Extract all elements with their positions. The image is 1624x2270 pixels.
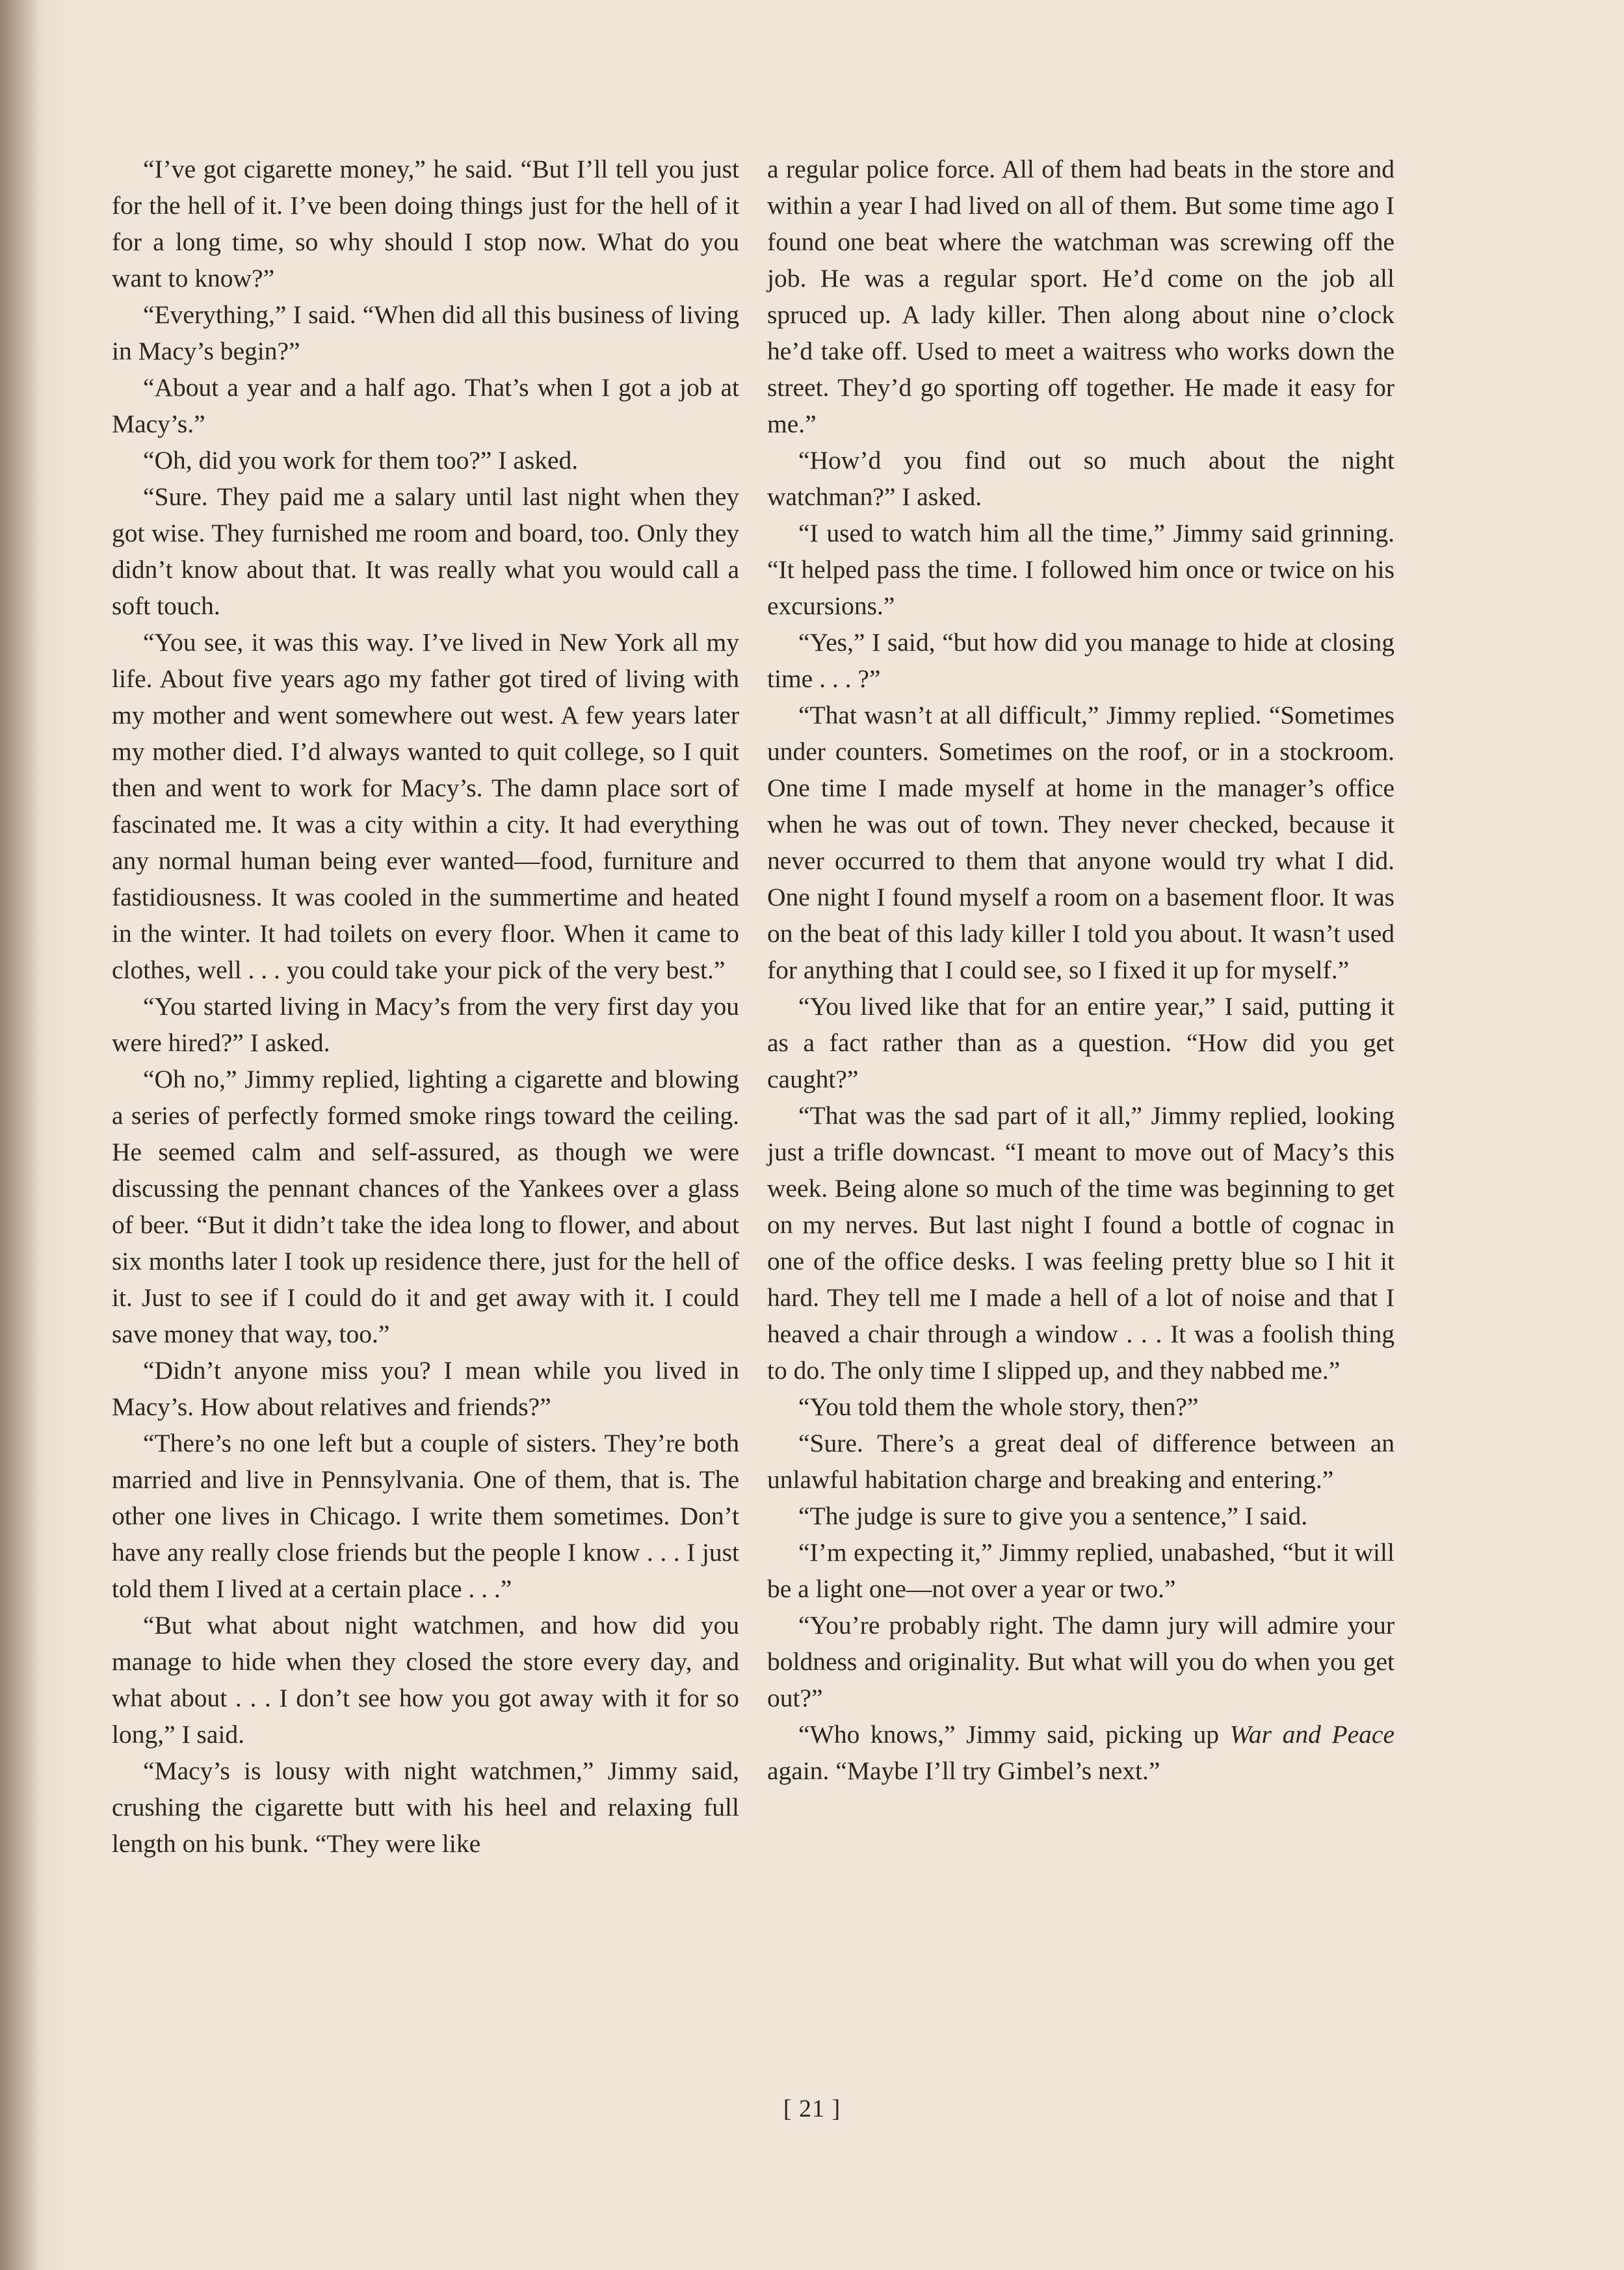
paragraph: “You told them the whole story, then?” [798, 1392, 1199, 1421]
last-paragraph [767, 1716, 1395, 1789]
paragraph: “There’s no one left but a couple of sisters. They’re both married and live in Pennsylvania. One of them, that is. The other one lives in Chicago. I write them sometimes. Don’t have any really close friends but the people I know . . . I just told them I lived at a certain place . . .” [112, 1429, 739, 1603]
paragraph: “Yes,” I said, “but how did you manage to hide at closing time . . . ?” [767, 628, 1395, 693]
book-title: War and Peace [1229, 1720, 1395, 1749]
text-span: again. “Maybe I’ll try Gimbel’s next.” [767, 1756, 1160, 1785]
paragraph: “You lived like that for an entire year,” I said, putting it as a fact rather than as a question. “How did you get caught?” [767, 992, 1395, 1093]
paragraph: “I’ve got cigarette money,” he said. “But I’ll tell you just for the hell of it. I’ve been doing things just for the hell of it for a long time, so why should I stop now. What do you want to know?” [112, 155, 739, 293]
spine-shadow [0, 0, 39, 2270]
paragraph: “That wasn’t at all difficult,” Jimmy replied. “Sometimes under counters. Sometimes on the roof, or in a stockroom. One time I made myself at home in the manager’s office when he was out of town. They never checked, because it never occurred to them that anyone would try what I did. One night I found myself a room on a basement floor. It was on the beat of this lady killer I told you about. It wasn’t used for anything that I could see, so I fixed it up for myself.” [767, 701, 1395, 984]
left-column [112, 151, 739, 1862]
paragraph: “Everything,” I said. “When did all this business of living in Macy’s begin?” [112, 300, 739, 365]
paragraph: “I’m expecting it,” Jimmy replied, unabashed, “but it will be a light one—not over a year or two.” [767, 1538, 1395, 1603]
paragraph: “You’re probably right. The damn jury will admire your boldness and originality. But what will you do when you get out?” [767, 1611, 1395, 1712]
right-column [767, 151, 1395, 1789]
text-span: “Who knows,” Jimmy said, picking up [798, 1720, 1230, 1749]
continued-paragraph: a regular police force. All of them had beats in the store and within a year I had lived on all of them. But some time ago I found one beat where the watchman was screwing off the job. He was a regular sport. He’d come on the job all spruced up. A lady killer. Then along about nine o’clock he’d take off. Used to meet a waitress who works down the street. They’d go sporting off together. He made it easy for me.” [767, 155, 1395, 438]
paragraph: “That was the sad part of it all,” Jimmy replied, looking just a trifle downcast. “I meant to move out of Macy’s this week. Being alone so much of the time was beginning to get on my nerves. But last night I found a bottle of cognac in one of the office desks. I was feeling pretty blue so I hit it hard. They tell me I made a hell of a lot of noise and that I heaved a chair through a window . . . It was a foolish thing to do. The only time I slipped up, and they nabbed me.” [767, 1101, 1395, 1385]
paragraph: “Didn’t anyone miss you? I mean while you lived in Macy’s. How about relatives and friends?” [112, 1356, 739, 1421]
paragraph: “You see, it was this way. I’ve lived in New York all my life. About five years ago my father got tired of living with my mother and went somewhere out west. A few years later my mother died. I’d always wanted to quit college, so I quit then and went to work for Macy’s. The damn place sort of fascinated me. It was a city within a city. It had everything any normal human being ever wanted—food, furniture and fastidiousness. It was cooled in the summertime and heated in the winter. It had toilets on every floor. When it came to clothes, well . . . you could take your pick of the very best.” [112, 628, 739, 984]
paragraph: “Oh, did you work for them too?” I asked. [143, 446, 579, 475]
paragraph: “I used to watch him all the time,” Jimmy said grinning. “It helped pass the time. I followed him once or twice on his excursions.” [767, 519, 1395, 620]
paragraph: “Sure. They paid me a salary until last night when they got wise. They furnished me room and board, too. Only they didn’t know about that. It was really what you would call a soft touch. [112, 482, 739, 620]
paragraph: “Oh no,” Jimmy replied, lighting a cigarette and blowing a series of perfectly formed smoke rings toward the ceiling. He seemed calm and self-assured, as though we were discussing the pennant chances of the Yankees over a glass of beer. “But it didn’t take the idea long to flower, and about six months later I took up residence there, just for the hell of it. Just to see if I could do it and get away with it. I could save money that way, too.” [112, 1065, 739, 1348]
paragraph: “You started living in Macy’s from the very first day you were hired?” I asked. [112, 992, 739, 1057]
paragraph: “About a year and a half ago. That’s when I got a job at Macy’s.” [112, 373, 739, 438]
paragraph: “The judge is sure to give you a sentence,” I said. [798, 1502, 1308, 1530]
paragraph: “Sure. There’s a great deal of difference between an unlawful habitation charge and breaking and entering.” [767, 1429, 1395, 1494]
paragraph: “But what about night watchmen, and how did you manage to hide when they closed the store every day, and what about . . . I don’t see how you got away with it for so long,” I said. [112, 1611, 739, 1749]
paragraph: “How’d you find out so much about the night watchman?” I asked. [767, 446, 1395, 511]
paragraph: “Macy’s is lousy with night watchmen,” Jimmy said, crushing the cigarette butt with his heel and relaxing full length on his bunk. “They were like [112, 1756, 739, 1858]
page-number: [ 21 ] [783, 2095, 841, 2122]
